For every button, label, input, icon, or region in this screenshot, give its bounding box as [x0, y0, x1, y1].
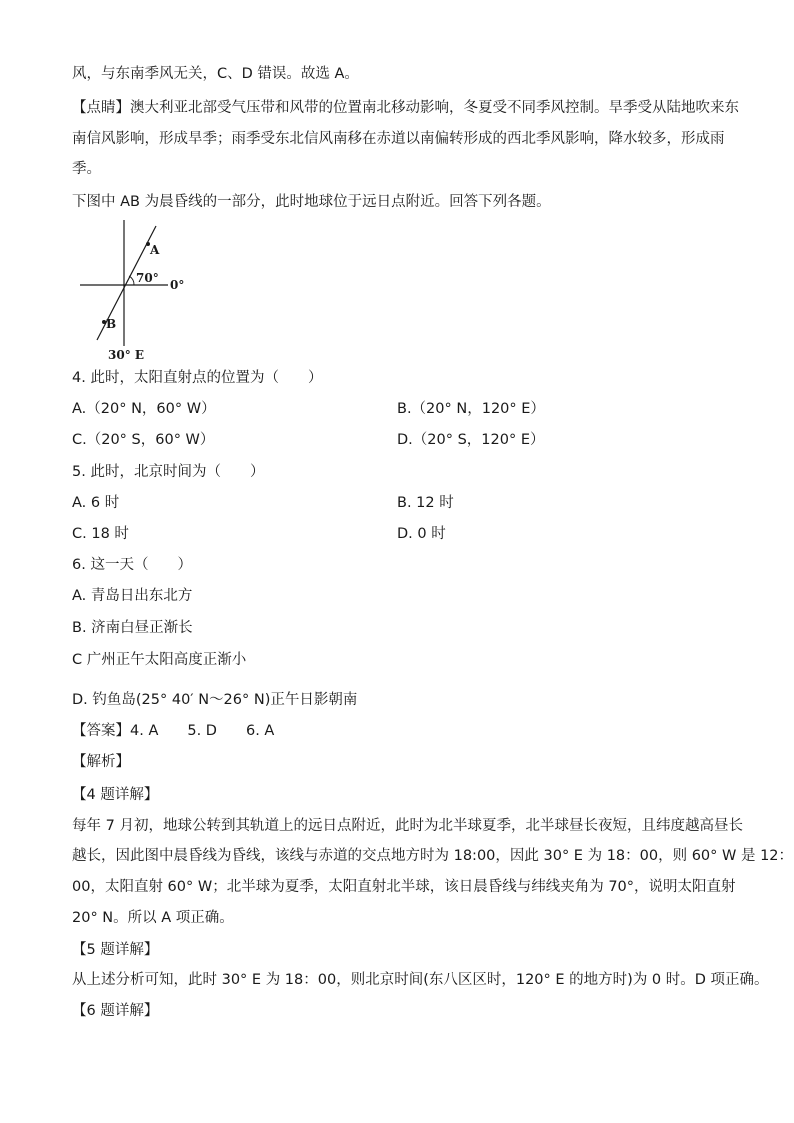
analysis-heading: 【解析】	[72, 754, 130, 770]
q5-option-d: D. 0 时	[397, 526, 446, 542]
answer-line: 【答案】4. A 5. D 6. A	[72, 723, 275, 739]
q4-stem: 4. 此时，太阳直射点的位置为（ ）	[72, 370, 323, 386]
q5-option-b: B. 12 时	[397, 495, 454, 511]
q4-detail-line-1: 每年 7 月初，地球公转到其轨道上的远日点附近，此时为北半球夏季，北半球昼长夜短，且纬度越高昼长	[72, 818, 743, 834]
q4-detail-heading: 【4 题详解】	[72, 787, 159, 803]
q6-stem: 6. 这一天（ ）	[72, 557, 192, 573]
tip-line-3: 季。	[72, 161, 101, 177]
q4-option-b: B.（20° N，120° E）	[397, 401, 545, 417]
q6-option-b: B. 济南白昼正渐长	[72, 620, 193, 636]
q5-detail-text: 从上述分析可知，此时 30° E 为 18：00，则北京时间(东八区区时，120° E 的地方时)为 0 时。D 项正确。	[72, 972, 769, 988]
label-b: B	[106, 317, 117, 331]
q5-stem: 5. 此时，北京时间为（ ）	[72, 464, 265, 480]
q5-detail-heading: 【5 题详解】	[72, 942, 159, 958]
q6-detail-heading: 【6 题详解】	[72, 1003, 159, 1019]
tip-line-1: 【点睛】澳大利亚北部受气压带和风带的位置南北移动影响，冬夏受不同季风控制。旱季受从陆地吹来东	[72, 100, 739, 116]
equator-label: 0°	[170, 278, 185, 292]
q4-detail-line-4: 20° N。所以 A 项正确。	[72, 910, 234, 926]
q6-option-d: D. 钓鱼岛(25° 40′ N～26° N)正午日影朝南	[72, 692, 358, 708]
q5-option-a: A. 6 时	[72, 495, 120, 511]
q4-detail-line-2: 越长，因此图中晨昏线为昏线，该线与赤道的交点地方时为 18:00，因此 30° E 为 18：00，则 60° W 是 12：	[72, 848, 794, 864]
q4-option-d: D.（20° S，120° E）	[397, 432, 545, 448]
prompt-line: 下图中 AB 为晨昏线的一部分，此时地球位于远日点附近。回答下列各题。	[72, 194, 551, 210]
q4-option-a: A.（20° N，60° W）	[72, 401, 216, 417]
q4-detail-line-3: 00，太阳直射 60° W；北半球为夏季，太阳直射北半球，该日晨昏线与纬线夹角为 70°，说明太阳直射	[72, 879, 736, 895]
q6-option-a: A. 青岛日出东北方	[72, 588, 193, 604]
q4-option-c: C.（20° S，60° W）	[72, 432, 215, 448]
angle-label: 70°	[136, 271, 159, 285]
meridian-label: 30° E	[108, 348, 145, 362]
q6-option-c: C 广州正午太阳高度正渐小	[72, 652, 247, 668]
label-a: A	[150, 243, 160, 257]
intro-line-1: 风，与东南季风无关，C、D 错误。故选 A。	[72, 66, 359, 82]
q5-option-c: C. 18 时	[72, 526, 129, 542]
terminator-diagram	[72, 218, 212, 363]
tip-line-2: 南信风影响，形成旱季；雨季受东北信风南移在赤道以南偏转形成的西北季风影响，降水较多，形成雨	[72, 131, 725, 147]
